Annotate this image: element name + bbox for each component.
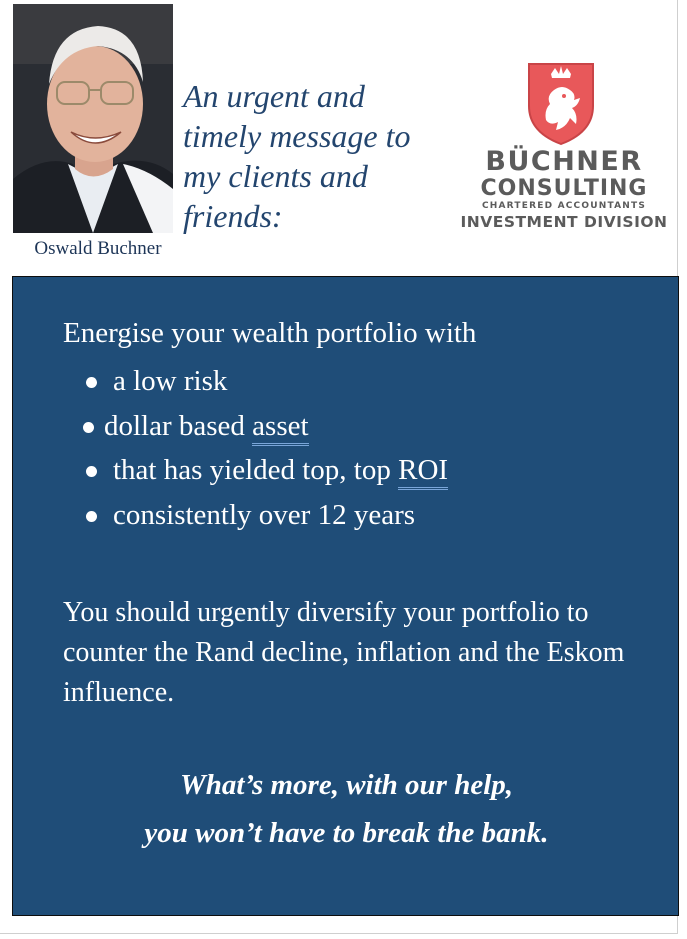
message-panel xyxy=(12,276,679,916)
logo-division: INVESTMENT DIVISION xyxy=(460,213,668,231)
list-item-text: dollar based xyxy=(104,409,253,442)
list-item xyxy=(83,448,448,493)
logo-name-consulting: CONSULTING xyxy=(480,176,648,201)
headline-line: timely message to xyxy=(183,118,411,154)
tagline xyxy=(13,761,680,857)
bullet-icon xyxy=(86,511,97,522)
list-item xyxy=(83,493,448,538)
logo-subtitle: CHARTERED ACCOUNTANTS xyxy=(481,201,647,211)
bullet-icon xyxy=(83,422,94,433)
body-paragraph: You should urgently diversify your portfolio to counter the Rand decline, inflation and the Eskom influence. xyxy=(63,597,625,708)
logo-name-buchner: BÜCHNER xyxy=(485,146,643,177)
list-item xyxy=(83,404,448,449)
bullet-icon xyxy=(86,377,97,388)
bullet-icon xyxy=(86,466,97,477)
photo-caption: Oswald Buchner xyxy=(34,238,162,259)
list-item-text: consistently over 12 years xyxy=(113,498,416,531)
intro-text: Energise your wealth portfolio with xyxy=(63,317,477,349)
lion-shield-icon xyxy=(526,58,596,146)
tagline-line: What’s more, with our help, xyxy=(179,769,514,801)
underlined-word: ROI xyxy=(398,454,448,490)
list-item-text: that has yielded top, top xyxy=(113,454,399,486)
tagline-line: you won’t have to break the bank. xyxy=(144,817,549,849)
headline-line: friends: xyxy=(183,198,283,234)
underlined-word: asset xyxy=(252,410,308,446)
benefit-list xyxy=(83,359,448,537)
headline-line: An urgent and xyxy=(183,78,365,114)
headline-line: my clients and xyxy=(183,158,368,194)
list-item-text: a low risk xyxy=(113,365,228,397)
headline xyxy=(183,76,463,236)
portrait-photo xyxy=(13,4,173,233)
company-logo xyxy=(460,58,670,238)
list-item xyxy=(83,359,448,404)
